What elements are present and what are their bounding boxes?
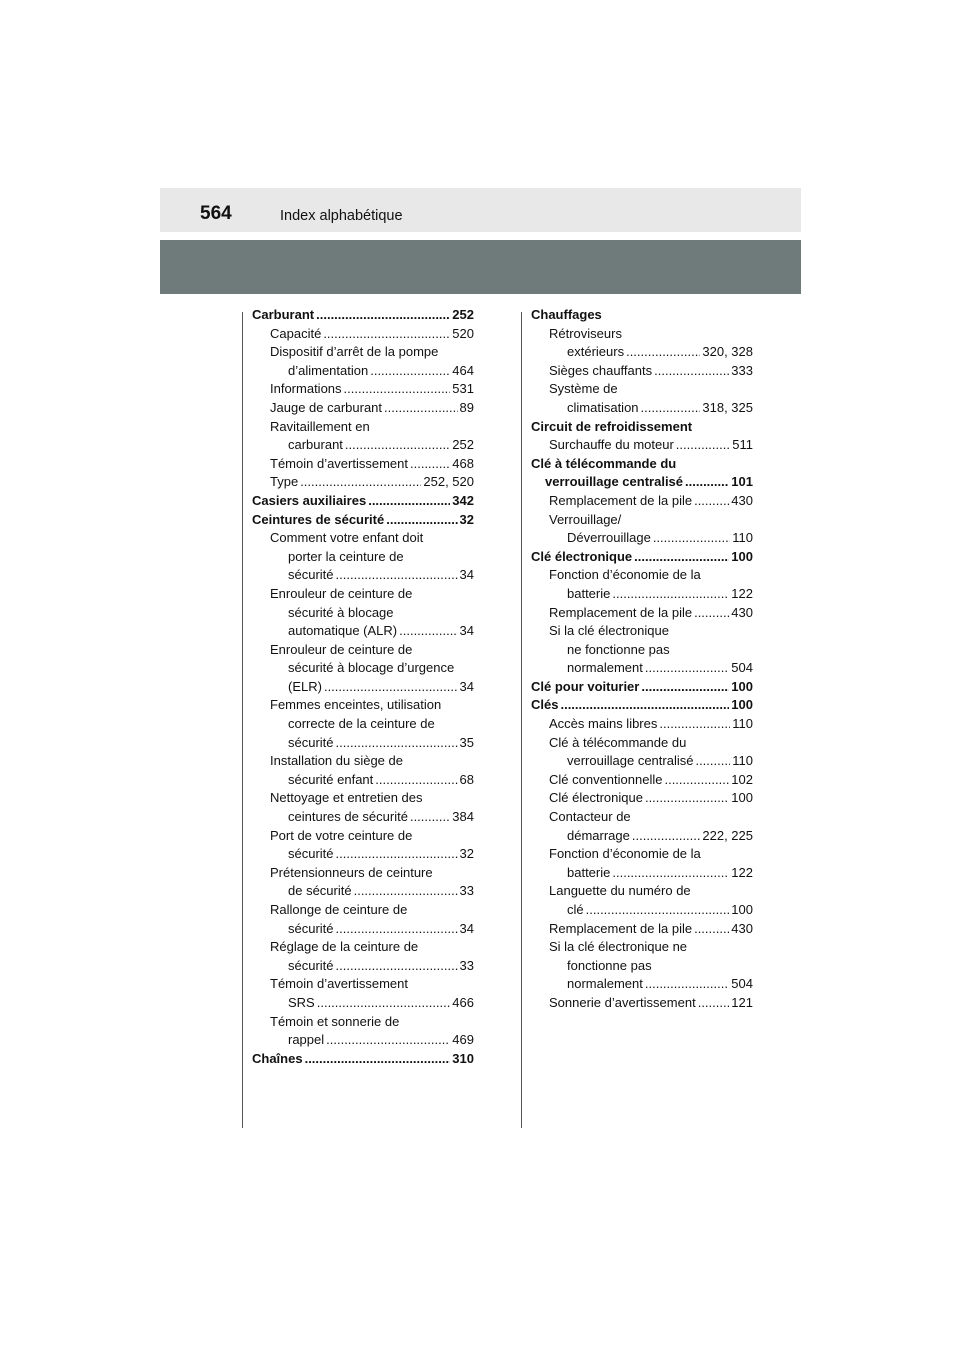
index-entry-text: Rallonge de ceinture de [270, 902, 408, 917]
index-entry [531, 734, 753, 753]
index-entry [252, 696, 474, 715]
index-entry-page: 520 [452, 325, 474, 341]
index-entry [531, 473, 753, 492]
index-entry-page: 32 [459, 846, 474, 862]
dot-leader [323, 325, 450, 344]
index-entry-text: Installation du siège de [270, 753, 403, 769]
index-entry-text: sécurité [288, 920, 334, 936]
index-entry-text: Femmes enceintes, utilisation [270, 697, 442, 713]
dot-leader [632, 827, 701, 846]
index-entry [531, 511, 753, 530]
index-entry-page: 342 [452, 492, 474, 508]
index-entry-text: Déverrouillage [567, 530, 651, 546]
decorative-band [160, 240, 801, 294]
index-entry-text: Témoin d’avertissement [270, 455, 408, 471]
index-entry-text: sécurité enfant [288, 771, 374, 787]
index-entry [531, 994, 753, 1013]
index-entry-page: 100 [731, 790, 753, 806]
index-entry-text: verrouillage centralisé [545, 474, 684, 490]
index-entry-page: 110 [732, 753, 753, 769]
index-entry [531, 864, 753, 883]
index-entry [252, 1031, 474, 1050]
index-entry-page: 34 [459, 567, 474, 583]
index-entry-text: Si la clé électronique [549, 623, 669, 639]
index-entry [252, 920, 474, 939]
index-entry [252, 771, 474, 790]
dot-leader [324, 678, 458, 697]
index-entry [531, 975, 753, 994]
index-entry [531, 418, 753, 437]
index-entry [252, 399, 474, 418]
index-entry-page: 310 [452, 1050, 474, 1066]
index-entry [531, 604, 753, 623]
dot-leader [410, 455, 450, 474]
index-entry-page: 252, 520 [423, 474, 474, 490]
index-entry-page: 110 [732, 716, 753, 732]
index-entry-text: Réglage de la ceinture de [270, 939, 419, 955]
index-entry [531, 455, 753, 474]
index-entry-text: Jauge de carburant [270, 399, 383, 415]
dot-leader [345, 436, 450, 455]
dot-leader [336, 566, 458, 585]
index-entry [531, 585, 753, 604]
index-entry-page: 33 [459, 957, 474, 973]
dot-leader [336, 734, 458, 753]
index-entry-text: ne fonctionne pas [567, 641, 670, 657]
section-title: Index alphabétique [280, 208, 403, 224]
index-entry-page: 100 [731, 902, 753, 917]
index-entry-text: sécurité [288, 567, 334, 583]
index-entry [531, 492, 753, 511]
index-entry-text: Nettoyage et entretien des [270, 790, 423, 806]
index-entry-page: 35 [459, 734, 474, 750]
index-entry-page: 320, 328 [702, 344, 753, 360]
index-entry [252, 845, 474, 864]
index-entry-page: 333 [731, 362, 753, 378]
index-entry [252, 752, 474, 771]
index-entry [252, 827, 474, 846]
index-entry-text: Clés [531, 697, 559, 713]
index-entry-text: d’alimentation [288, 362, 369, 378]
dot-leader [586, 901, 730, 920]
index-entry [252, 362, 474, 381]
index-entry-text: Circuit de refroidissement [531, 418, 693, 434]
index-entry [252, 418, 474, 437]
dot-leader [664, 771, 729, 790]
index-entry-text: Fonction d’économie de la [549, 846, 701, 862]
index-entry-text: Port de votre ceinture de [270, 827, 413, 843]
index-entry-page: 110 [732, 530, 753, 546]
header-band [160, 188, 801, 232]
index-entry [252, 306, 474, 325]
index-entry [252, 343, 474, 362]
index-entry-text: Informations [270, 381, 342, 397]
index-entry [252, 901, 474, 920]
index-entry [531, 436, 753, 455]
index-entry-text: Capacité [270, 325, 322, 341]
dot-leader [375, 771, 457, 790]
index-entry-text: Chauffages [531, 307, 602, 322]
dot-leader [354, 882, 458, 901]
index-entry [252, 957, 474, 976]
index-entry-text: Remplacement de la pile [549, 492, 693, 508]
index-entry-page: 122 [731, 864, 753, 880]
index-entry-page: 468 [452, 455, 474, 471]
index-entry [252, 882, 474, 901]
index-entry [252, 622, 474, 641]
index-entry [531, 938, 753, 957]
index-entry-text: clé [567, 902, 584, 917]
index-entry-text: extérieurs [567, 344, 625, 360]
dot-leader [645, 975, 729, 994]
dot-leader [653, 529, 730, 548]
index-entry-text: Ravitaillement en [270, 418, 370, 434]
index-entry-text: Sonnerie d’avertissement [549, 994, 696, 1010]
index-entry-page: 430 [731, 604, 753, 620]
dot-leader [695, 752, 730, 771]
dot-leader [336, 920, 458, 939]
index-column-right [531, 306, 753, 1013]
index-entry-text: Clé à télécommande du [549, 734, 687, 750]
index-entry-text: Chaînes [252, 1050, 303, 1066]
index-entry-text: Clé à télécommande du [531, 455, 677, 471]
index-entry-text: Enrouleur de ceinture de [270, 585, 413, 601]
index-entry-page: 33 [459, 883, 474, 899]
index-entry [252, 566, 474, 585]
index-entry-text: fonctionne pas [567, 957, 652, 973]
index-entry-text: correcte de la ceinture de [288, 716, 435, 732]
index-entry [252, 734, 474, 753]
index-entry [531, 845, 753, 864]
index-entry-text: batterie [567, 585, 611, 601]
index-entry-text: Clé électronique [549, 790, 643, 806]
index-entry-text: Dispositif d’arrêt de la pompe [270, 344, 439, 360]
index-entry [252, 641, 474, 660]
index-entry-text: SRS [288, 994, 315, 1010]
dot-leader [641, 399, 701, 418]
index-entry-text: Casiers auxiliaires [252, 492, 367, 508]
index-entry-text: démarrage [567, 827, 630, 843]
index-entry [252, 864, 474, 883]
index-entry [252, 938, 474, 957]
index-entry-text: ceintures de sécurité [288, 809, 408, 825]
index-entry-text: Système de [549, 381, 618, 397]
index-entry [252, 808, 474, 827]
dot-leader [300, 473, 421, 492]
dot-leader [316, 306, 450, 325]
index-entry-text: Surchauffe du moteur [549, 437, 674, 453]
index-entry [252, 455, 474, 474]
index-entry-text: Accès mains libres [549, 716, 658, 732]
dot-leader [344, 380, 451, 399]
index-entry-text: (ELR) [288, 678, 322, 694]
index-entry [531, 789, 753, 808]
dot-leader [645, 789, 729, 808]
index-entry [252, 325, 474, 344]
dot-leader [384, 399, 458, 418]
dot-leader [626, 343, 700, 362]
dot-leader [645, 659, 729, 678]
column-divider-middle [521, 312, 522, 1128]
dot-leader [676, 436, 730, 455]
index-entry-page: 34 [459, 920, 474, 936]
index-entry-text: Clé conventionnelle [549, 771, 663, 787]
dot-leader [560, 696, 729, 715]
index-entry [531, 362, 753, 381]
index-entry [252, 1050, 474, 1069]
index-entry [531, 752, 753, 771]
index-entry-page: 252 [452, 437, 474, 453]
index-entry [531, 380, 753, 399]
index-entry-text: sécurité à blocage d’urgence [288, 660, 455, 676]
index-entry-text: automatique (ALR) [288, 623, 398, 639]
column-divider-left [242, 312, 243, 1128]
index-entry-text: sécurité [288, 846, 334, 862]
index-entry-text: Type [270, 474, 299, 490]
index-entry-page: 511 [732, 437, 753, 453]
index-entry-page: 469 [452, 1032, 474, 1048]
index-entry-page: 100 [731, 678, 753, 694]
index-entry [531, 957, 753, 976]
index-entry [531, 306, 753, 325]
index-entry-text: Remplacement de la pile [549, 920, 693, 936]
dot-leader [641, 678, 729, 697]
index-entry [252, 436, 474, 455]
index-entry-text: Carburant [252, 307, 315, 322]
dot-leader [368, 492, 450, 511]
index-entry [531, 771, 753, 790]
index-entry-text: Comment votre enfant doit [270, 530, 424, 546]
index-entry [531, 641, 753, 660]
index-entry [252, 1013, 474, 1032]
index-entry-text: Verrouillage/ [549, 511, 622, 527]
index-entry-page: 32 [459, 511, 474, 527]
index-entry [252, 511, 474, 530]
dot-leader [685, 473, 729, 492]
index-entry [252, 975, 474, 994]
index-entry [252, 994, 474, 1013]
index-entry [531, 827, 753, 846]
index-entry-text: Languette du numéro de [549, 883, 691, 899]
index-entry-text: normalement [567, 660, 643, 676]
index-entry-page: 430 [731, 492, 753, 508]
index-entry-text: Clé pour voiturier [531, 678, 640, 694]
index-entry [531, 325, 753, 344]
dot-leader [399, 622, 457, 641]
dot-leader [654, 362, 729, 381]
index-entry-text: Témoin et sonnerie de [270, 1013, 400, 1029]
index-entry-text: Ceintures de sécurité [252, 511, 385, 527]
index-entry-page: 101 [731, 474, 753, 490]
dot-leader [336, 957, 458, 976]
index-entry-text: verrouillage centralisé [567, 753, 694, 769]
index-entry-text: rappel [288, 1032, 325, 1048]
dot-leader [659, 715, 730, 734]
page-number: 564 [200, 203, 232, 224]
index-entry [531, 399, 753, 418]
index-entry [252, 380, 474, 399]
index-entry-text: Si la clé électronique ne [549, 939, 688, 955]
index-entry-text: sécurité [288, 734, 334, 750]
index-entry-page: 34 [459, 678, 474, 694]
index-entry-page: 222, 225 [702, 827, 753, 843]
dot-leader [698, 994, 730, 1013]
index-entry [531, 920, 753, 939]
index-entry-page: 318, 325 [702, 399, 753, 415]
index-entry-page: 34 [459, 623, 474, 639]
dot-leader [634, 548, 729, 567]
index-entry-page: 100 [731, 548, 753, 564]
dot-leader [386, 511, 457, 530]
index-entry-page: 504 [731, 660, 753, 676]
dot-leader [317, 994, 451, 1013]
index-entry-page: 464 [452, 362, 474, 378]
index-entry-page: 122 [731, 585, 753, 601]
index-entry-text: sécurité [288, 957, 334, 973]
index-entry-text: sécurité à blocage [288, 604, 394, 620]
index-entry-page: 430 [731, 920, 753, 936]
index-entry [252, 604, 474, 623]
index-entry [531, 696, 753, 715]
index-entry-page: 89 [459, 399, 474, 415]
index-entry [531, 343, 753, 362]
index-entry [252, 678, 474, 697]
index-entry-text: Témoin d’avertissement [270, 976, 408, 992]
index-entry-page: 384 [452, 809, 474, 825]
index-entry [252, 789, 474, 808]
index-entry-page: 504 [731, 976, 753, 992]
index-entry [252, 548, 474, 567]
dot-leader [694, 920, 729, 939]
dot-leader [370, 362, 450, 381]
index-entry [531, 548, 753, 567]
dot-leader [336, 845, 458, 864]
index-entry [531, 659, 753, 678]
index-entry-text: carburant [288, 437, 343, 453]
index-entry-page: 100 [731, 697, 753, 713]
index-entry-text: Remplacement de la pile [549, 604, 693, 620]
dot-leader [612, 864, 729, 883]
index-entry [252, 473, 474, 492]
index-entry-text: Contacteur de [549, 809, 631, 825]
index-entry-text: normalement [567, 976, 643, 992]
dot-leader [612, 585, 729, 604]
index-entry-text: de sécurité [288, 883, 352, 899]
index-entry [252, 529, 474, 548]
index-entry [531, 566, 753, 585]
index-entry-page: 466 [452, 994, 474, 1010]
index-entry-text: Enrouleur de ceinture de [270, 641, 413, 657]
index-entry [531, 901, 753, 920]
index-entry [531, 808, 753, 827]
index-entry-page: 252 [452, 307, 474, 322]
index-entry [531, 678, 753, 697]
index-entry [531, 529, 753, 548]
index-entry-text: climatisation [567, 399, 639, 415]
index-entry-page: 531 [452, 381, 474, 397]
index-entry-text: Rétroviseurs [549, 325, 622, 341]
index-entry-text: batterie [567, 864, 611, 880]
index-entry-page: 68 [459, 771, 474, 787]
index-entry [531, 622, 753, 641]
index-entry [252, 659, 474, 678]
dot-leader [694, 492, 729, 511]
dot-leader [326, 1031, 450, 1050]
dot-leader [694, 604, 729, 623]
index-entry [531, 882, 753, 901]
index-entry [531, 715, 753, 734]
index-entry-text: Sièges chauffants [549, 362, 653, 378]
index-entry-text: Clé électronique [531, 548, 633, 564]
index-entry [252, 492, 474, 511]
index-entry-page: 102 [731, 771, 753, 787]
index-column-left [252, 306, 474, 1068]
index-entry [252, 715, 474, 734]
index-entry-text: porter la ceinture de [288, 548, 404, 564]
index-entry-page: 121 [731, 994, 753, 1010]
index-entry-text: Prétensionneurs de ceinture [270, 864, 433, 880]
index-entry-text: Fonction d’économie de la [549, 567, 701, 583]
dot-leader [305, 1050, 451, 1069]
index-entry [252, 585, 474, 604]
dot-leader [410, 808, 450, 827]
